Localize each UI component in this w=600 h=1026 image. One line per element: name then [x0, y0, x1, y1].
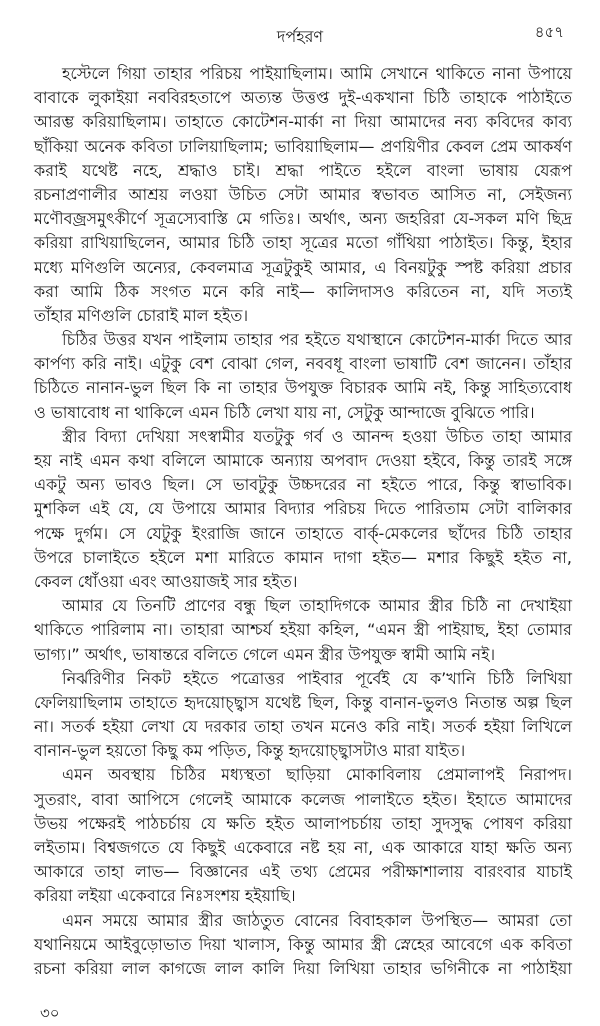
text-line: বাবাকে লুকাইয়া নববিরহতাপে অত্যন্ত উত্তপ্ত দুই-একখানা চিঠি তাহাকে পাঠাইতে — [34, 88, 572, 108]
text-line: রচনাপ্রণালীর আশ্রয় লওয়া উচিত সেটা আমার স্বভাবত আসিত না, সেইজন্য — [34, 184, 572, 204]
text-line: নির্ঝরিণীর নিকট হইতে পত্রোত্তর পাইবার পূর্বেই যে ক’খানি চিঠি লিখিয়া — [62, 668, 572, 688]
text-line: উপরে চালাইতে হইলে মশা মারিতে কামান দাগা হইত— মশার কিছুই হইত না, — [34, 547, 572, 567]
text-line: সুতরাং, বাবা আপিসে গেলেই আমাকে কলেজ পালাইতে হইত। ইহাতে আমাদের — [34, 789, 572, 809]
paragraph — [34, 594, 572, 667]
text-line: এমন অবস্থায় চিঠির মধ্যস্থতা ছাড়িয়া মোকাবিলায় প্রেমালাপই নিরাপদ। — [62, 765, 572, 785]
text-line: উভয় পক্ষেরই পাঠচর্চায় যে ক্ষতি হইত আলাপচর্চায় তাহা সুদসুদ্ধ পোষণ করিয়া — [34, 813, 572, 833]
text-line: না। সতর্ক হইয়া লেখা যে দরকার তাহা তখন মনেও করি নাই। সতর্ক হইয়া লিখিলে — [34, 717, 572, 737]
text-line: করাই যথেষ্ট নহে, শ্রদ্ধাও চাই। শ্রদ্ধা পাইতে হইলে বাংলা ভাষায় যেরূপ — [34, 160, 572, 180]
text-line: বানান-ভুল হয়তো কিছু কম পড়িত, কিন্তু হৃদয়োচ্ছ্বাসটাও মারা যাইত। — [34, 741, 466, 761]
text-line: লইতাম। বিশ্বজগতে যে কিছুই একেবারে নষ্ট হয় না, এক আকারে যাহা ক্ষতি অন্য — [34, 838, 572, 857]
text-line: করিয়া লইয়া একেবারে নিঃসংশয় হইয়াছি। — [34, 886, 296, 906]
paragraph — [34, 425, 572, 594]
paragraph — [34, 667, 572, 764]
text-line: মুশকিল এই যে, যে উপায়ে আমার বিদ্যার পরিচয় দিতে পারিতাম সেটা বালিকার — [34, 499, 572, 519]
text-line: তাঁহার মণিগুলি চোরাই মাল হইত। — [34, 305, 249, 325]
paragraph — [34, 763, 572, 908]
paragraph — [34, 909, 572, 982]
text-line: কার্পণ্য করি নাই। এটুকু বেশ বোঝা গেল, নববধূ বাংলা ভাষাটি বেশ জানেন। তাঁহার — [34, 354, 572, 374]
text-line: মণৌবজ্রসমুৎকীর্ণে সূত্রস্যেবাস্তি মে গতিঃ। অর্থাৎ, অন্য জহরিরা যে-সকল মণি ছিদ্র — [34, 209, 572, 229]
chapter-title: দর্পহরণ — [276, 27, 324, 46]
text-line: ভাগ্য।” অর্থাৎ, ভাষান্তরে বলিতে গেলে এমন স্ত্রীর উপযুক্ত স্বামী আমি নই। — [34, 644, 496, 664]
text-line: আমার যে তিনটি প্রাণের বন্ধু ছিল তাহাদিগকে আমার স্ত্রীর চিঠি না দেখাইয়া — [62, 596, 572, 616]
text-line: একটু অন্য ভাবও ছিল। সে ভাবটুকু উচ্চদরের না হইতে পারে, কিন্তু স্বাভাবিক। — [34, 475, 572, 495]
text-line: হস্টেলে গিয়া তাহার পরিচয় পাইয়াছিলাম। আমি সেখানে থাকিতে নানা উপায়ে — [62, 64, 572, 83]
text-line: এমন সময়ে আমার স্ত্রীর জাঠতুত বোনের বিবাহকাল উপস্থিত— আমরা তো — [62, 910, 572, 930]
text-line: থাকিতে পারিলাম না। তাহারা আশ্চর্য হইয়া কহিল, “এমন স্ত্রী পাইয়াছ, ইহা তোমার — [34, 620, 572, 640]
text-line: ও ভাষাবোধ না থাকিলে এমন চিঠি লেখা যায় না, সেটুকু আন্দাজে বুঝিতে পারি। — [34, 402, 535, 422]
text-line: হয় নাই এমন কথা বলিলে আমাকে অন্যায় অপবাদ দেওয়া হইবে, কিন্তু তারই সঙ্গে — [34, 451, 572, 470]
text-line: করা আমি ঠিক সংগত মনে করি নাই— কালিদাসও করিতেন না, যদি সত্যই — [34, 281, 572, 301]
text-line: চিঠির উত্তর যখন পাইলাম তাহার পর হইতে যথাস্থানে কোটেশন-মার্কা দিতে আর — [62, 330, 572, 350]
text-line: পক্ষে দুর্গম। সে যেটুকু ইংরাজি জানে তাহাতে বার্ক্-মেকলের ছাঁদের চিঠি তাহার — [34, 523, 572, 543]
text-line: কেবল ধোঁওয়া এবং আওয়াজই সার হইত। — [34, 571, 298, 591]
text-line: করিয়া রাখিয়াছিলেন, আমার চিঠি তাহা সূত্রের মতো গাঁথিয়া পাঠাইত। কিন্তু, ইহার — [34, 233, 572, 253]
text-line: আকারে তাহা লাভ— বিজ্ঞানের এই তথ্য প্রেমের পরীক্ষাশালায় বারংবার যাচাই — [34, 862, 572, 882]
paragraph — [34, 62, 572, 328]
text-line: আরম্ভ করিয়াছিলাম। তাহাতে কোটেশন-মার্কা না দিয়া আমাদের নব্য কবিদের কাব্য — [34, 112, 572, 132]
paragraph — [34, 328, 572, 425]
signature-mark: ৩০ — [40, 1004, 60, 1022]
text-line: ফেলিয়াছিলাম তাহাতে হৃদয়োচ্ছ্বাস যথেষ্ট ছিল, কিন্তু বানান-ভুলও নিতান্ত অল্প ছিল — [34, 692, 572, 712]
text-line: রচনা করিয়া লাল কাগজে লাল কালি দিয়া লিখিয়া তাহার ভগিনীকে না পাঠাইয়া — [34, 958, 572, 978]
text-line: মধ্যে মণিগুলি অন্যের, কেবলমাত্র সূত্রটুকুই আমার, এ বিনয়টুকু স্পষ্ট করিয়া প্রচার — [34, 257, 572, 277]
page-body — [34, 62, 572, 981]
text-line: যথানিয়মে আইবুড়োভাত দিয়া খালাস, কিন্তু আমার স্ত্রী স্নেহের আবেগে এক কবিতা — [34, 934, 572, 954]
text-line: ছাঁকিয়া অনেক কবিতা ঢালিয়াছিলাম; ভাবিয়াছিলাম— প্রণয়িণীর কেবল প্রেম আকর্ষণ — [34, 136, 572, 156]
page-number: ৪৫৭ — [534, 23, 564, 41]
text-line: চিঠিতে নানান-ভুল ছিল কি না তাহার উপযুক্ত বিচারক আমি নই, কিন্তু সাহিত্যবোধ — [34, 378, 572, 398]
text-line: স্ত্রীর বিদ্যা দেখিয়া সৎস্বামীর যতটুকু গর্ব ও আনন্দ হওয়া উচিত তাহা আমার — [62, 426, 572, 446]
